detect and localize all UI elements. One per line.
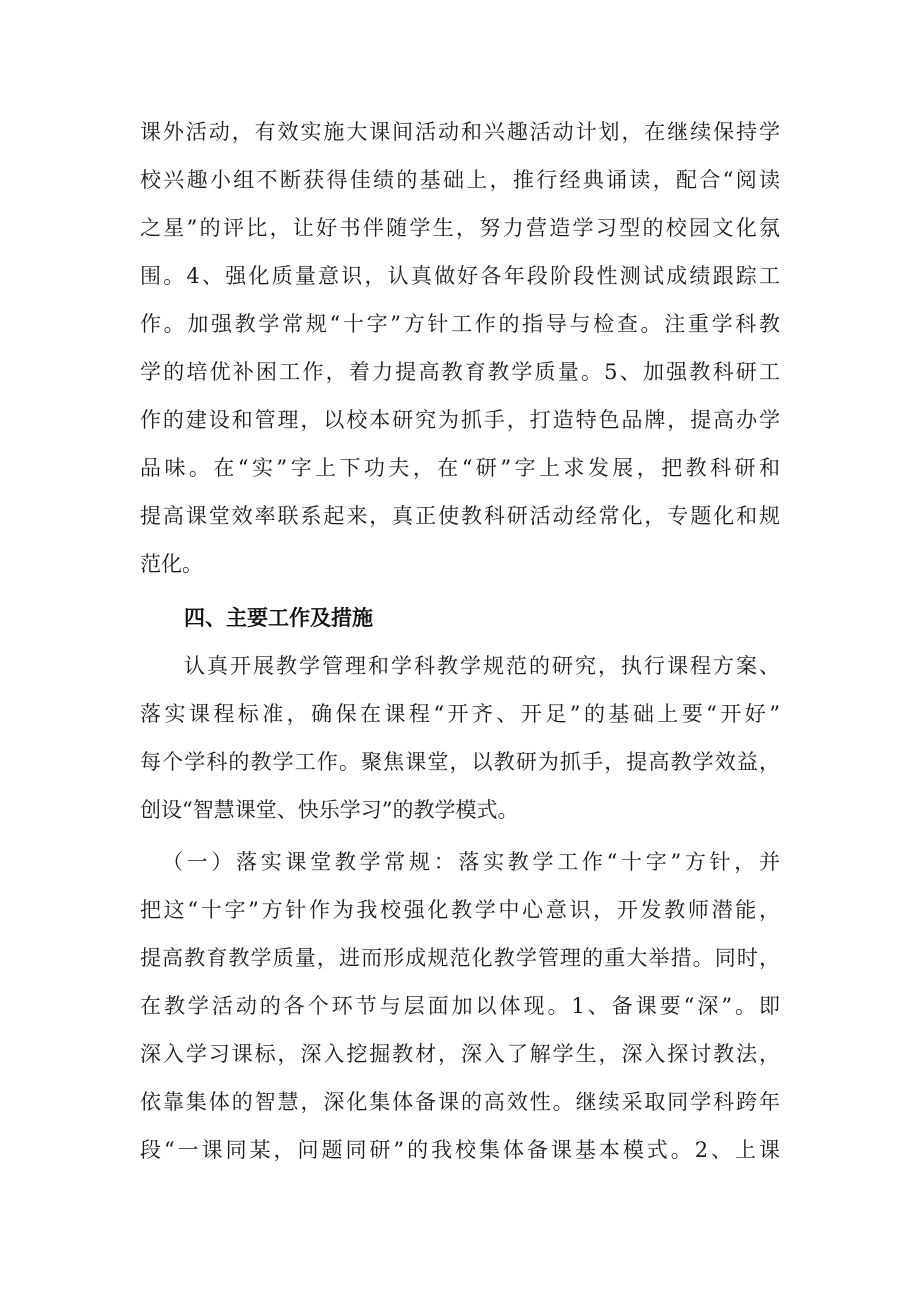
text-line: 围。4、强化质量意识，认真做好各年段阶段性测试成绩跟踪工 bbox=[140, 264, 780, 288]
text-line: 把这“十字”方针作为我校强化教学中心意识，开发教师潜能， bbox=[140, 898, 780, 922]
text-line: 依靠集体的智慧，深化集体备课的高效性。继续采取同学科跨年 bbox=[140, 1090, 780, 1114]
section-heading: 四、主要工作及措施 bbox=[184, 606, 373, 630]
text-line: 品味。在“实”字上下功夫，在“研”字上求发展，把教科研和 bbox=[140, 456, 780, 480]
text-line: 学的培优补困工作，着力提高教育教学质量。5、加强教科研工 bbox=[140, 360, 780, 384]
text-line: 课外活动，有效实施大课间活动和兴趣活动计划，在继续保持学 bbox=[140, 120, 780, 144]
text-line: 每个学科的教学工作。聚焦课堂，以教研为抓手，提高教学效益， bbox=[140, 750, 780, 774]
text-line: 作。加强教学常规“十字”方针工作的指导与检查。注重学科教 bbox=[140, 312, 780, 336]
text-line: 在教学活动的各个环节与层面加以体现。1、备课要“深”。即 bbox=[140, 994, 780, 1018]
text-line: 段“一课同某，问题同研”的我校集体备课基本模式。2、上课 bbox=[140, 1138, 780, 1162]
text-line: （一）落实课堂教学常规：落实教学工作“十字”方针，并 bbox=[162, 850, 780, 874]
text-line: 创设“智慧课堂、快乐学习”的教学模式。 bbox=[140, 798, 519, 822]
text-line: 认真开展教学管理和学科教学规范的研究，执行课程方案、 bbox=[184, 654, 780, 678]
text-line: 深入学习课标，深入挖掘教材，深入了解学生，深入探讨教法， bbox=[140, 1042, 780, 1066]
text-line: 范化。 bbox=[140, 552, 203, 576]
text-line: 落实课程标准，确保在课程“开齐、开足”的基础上要“开好” bbox=[140, 702, 780, 726]
text-line: 提高教育教学质量，进而形成规范化教学管理的重大举措。同时， bbox=[140, 946, 780, 970]
text-line: 校兴趣小组不断获得佳绩的基础上，推行经典诵读，配合“阅读 bbox=[140, 168, 780, 192]
text-line: 作的建设和管理，以校本研究为抓手，打造特色品牌，提高办学 bbox=[140, 408, 780, 432]
text-line: 提高课堂效率联系起来，真正使教科研活动经常化，专题化和规 bbox=[140, 504, 780, 528]
text-line: 之星”的评比，让好书伴随学生，努力营造学习型的校园文化氛 bbox=[140, 216, 780, 240]
